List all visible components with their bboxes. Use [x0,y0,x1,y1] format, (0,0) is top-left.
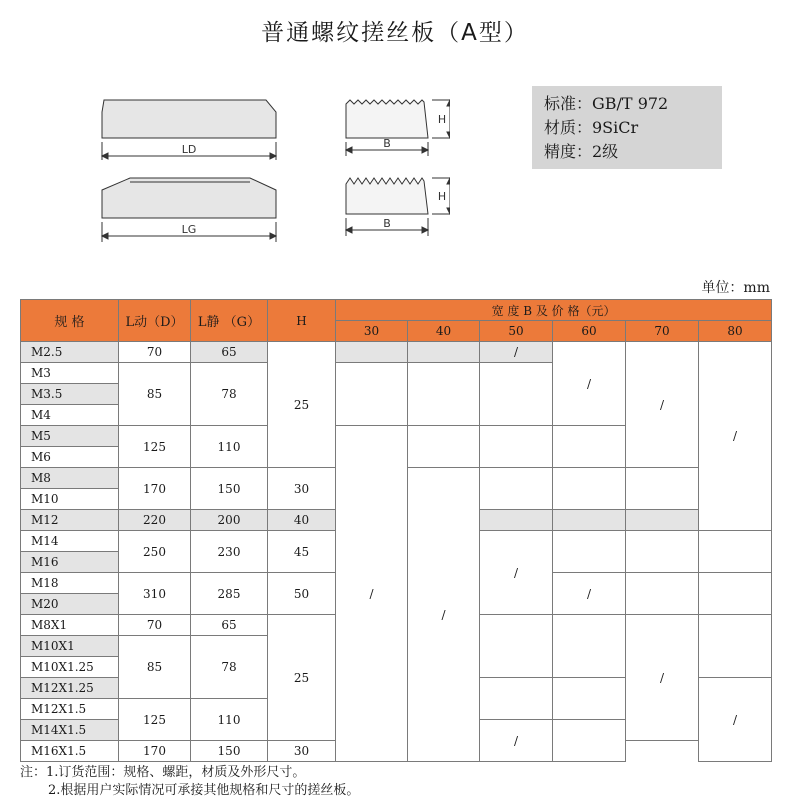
dimension-drawings [90,90,450,260]
lg-label: LG [181,223,197,236]
price-cell [480,468,553,510]
spec-cell: M14 [21,531,119,552]
header-width-price: 宽 度 B 及 价 格（元） [336,300,772,321]
spec-cell: M10X1 [21,636,119,657]
price-cell [408,342,480,363]
header-width-80: 80 [699,321,772,342]
header-width-30: 30 [336,321,408,342]
ld-cell: 310 [119,573,191,615]
price-cell: / [480,531,553,615]
ld-cell: 85 [119,636,191,699]
price-cell [408,363,480,426]
price-cell: / [553,573,626,615]
header-spec: 规 格 [21,300,119,342]
spec-box [532,86,722,169]
price-cell: / [626,342,699,468]
price-cell [480,615,553,678]
spec-cell: M16 [21,552,119,573]
price-cell [553,720,626,762]
lg-cell: 110 [191,699,268,741]
lg-cell: 150 [191,741,268,762]
price-cell: / [699,678,772,762]
spec-cell: M14X1.5 [21,720,119,741]
ld-cell: 125 [119,426,191,468]
ld-cell: 170 [119,468,191,510]
page-title: 普通螺纹搓丝板（A型） [261,20,529,46]
precision-text: 精度：2级 [544,142,619,161]
ld-cell: 170 [119,741,191,762]
header-width-50: 50 [480,321,553,342]
h-cell: 45 [268,531,336,573]
spec-cell: M10 [21,489,119,510]
price-cell [480,510,553,531]
lg-cell: 110 [191,426,268,468]
price-cell [553,468,626,510]
ld-cell: 220 [119,510,191,531]
header-ld: L动（D） [119,300,191,342]
price-cell [553,678,626,720]
lg-cell: 78 [191,363,268,426]
b-label-top: B [383,137,391,150]
unit-label: 单位：mm [701,280,770,296]
ld-cell: 125 [119,699,191,741]
price-cell [336,342,408,363]
header-h: H [268,300,336,342]
price-cell [699,531,772,573]
spec-cell: M20 [21,594,119,615]
spec-cell: M8 [21,468,119,489]
lg-cell: 65 [191,342,268,363]
price-cell [553,615,626,678]
lg-cell: 230 [191,531,268,573]
h-label-bottom: H [437,190,447,203]
lg-cell: 150 [191,468,268,510]
lg-plate-shape [102,178,276,218]
spec-cell: M8X1 [21,615,119,636]
lg-cell: 65 [191,615,268,636]
price-cell [626,531,699,573]
standard-text: 标准：GB/T 972 [544,94,669,113]
spec-cell: M12X1.25 [21,678,119,699]
spec-cell: M4 [21,405,119,426]
lg-cell: 200 [191,510,268,531]
price-cell: / [699,342,772,531]
ld-label: LD [181,143,197,156]
spec-cell: M5 [21,426,119,447]
ld-cell: 70 [119,615,191,636]
thread-profile-bottom [346,178,428,214]
header-width-70: 70 [626,321,699,342]
h-cell: 30 [268,741,336,762]
spec-cell: M3 [21,363,119,384]
price-cell [626,573,699,615]
ld-plate-shape [102,100,276,138]
price-cell: / [553,342,626,426]
ld-cell: 85 [119,363,191,426]
header-width-40: 40 [408,321,480,342]
spec-cell: M2.5 [21,342,119,363]
material-text: 材质：9SiCr [544,118,639,137]
spec-cell: M16X1.5 [21,741,119,762]
note-2: 2.根据用户实际情况可承接其他规格和尺寸的搓丝板。 [48,783,360,798]
spec-cell: M6 [21,447,119,468]
price-cell [626,510,699,531]
price-cell: / [336,426,408,762]
price-cell [480,426,553,468]
price-cell [480,678,553,720]
ld-cell: 70 [119,342,191,363]
h-cell: 50 [268,573,336,615]
spec-cell: M18 [21,573,119,594]
price-cell [553,531,626,573]
price-cell [553,426,626,468]
header-width-60: 60 [553,321,626,342]
price-cell [699,615,772,678]
price-cell [336,363,408,426]
header-lg: L静 （G） [191,300,268,342]
lg-cell: 78 [191,636,268,699]
price-cell: / [480,342,553,363]
price-cell [480,363,553,426]
ld-cell: 250 [119,531,191,573]
notes [20,764,359,800]
price-cell [626,468,699,510]
price-cell: / [480,720,553,762]
spec-cell: M3.5 [21,384,119,405]
b-label-bottom: B [383,217,391,230]
spec-cell: M12 [21,510,119,531]
h-cell: 30 [268,468,336,510]
h-cell: 25 [268,342,336,468]
lg-cell: 285 [191,573,268,615]
price-table [20,299,772,762]
price-cell [699,573,772,615]
h-cell: 40 [268,510,336,531]
h-cell: 25 [268,615,336,741]
price-cell [408,426,480,468]
price-cell: / [626,615,699,741]
note-1: 注：1.订货范围：规格、螺距，材质及外形尺寸。 [20,765,306,780]
price-cell [553,510,626,531]
price-cell: / [408,468,480,762]
thread-profile-top [346,100,428,138]
spec-cell: M12X1.5 [21,699,119,720]
spec-cell: M10X1.25 [21,657,119,678]
h-label-top: H [437,113,447,126]
table-row [21,342,772,363]
